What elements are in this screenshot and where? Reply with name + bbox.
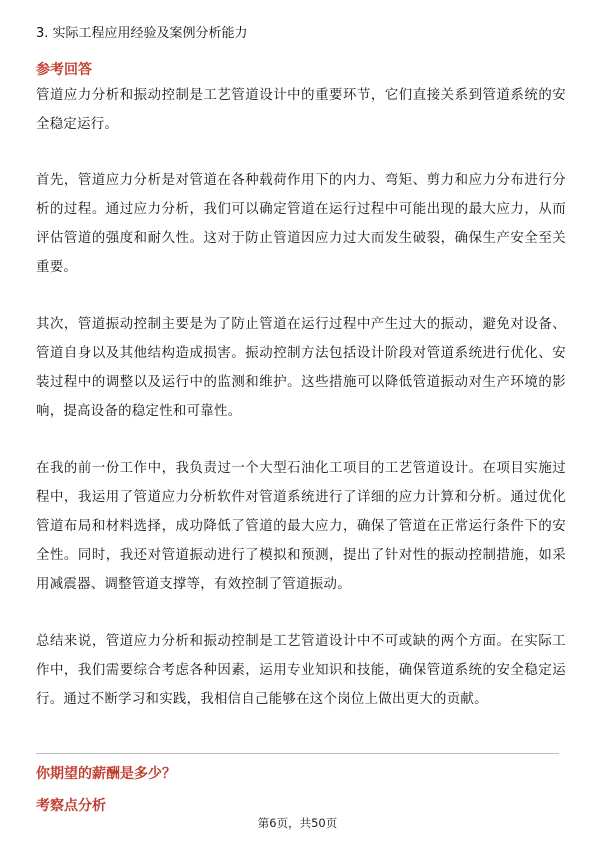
answer-paragraph-1: 管道应力分析和振动控制是工艺管道设计中的重要环节，它们直接关系到管道系统的安全稳定运行。 bbox=[36, 88, 566, 132]
answer-paragraph-4: 在我的前一份工作中，我负责过一个大型石油化工项目的工艺管道设计。在项目实施过程中，我运用了管道应力分析软件对管道系统进行了详细的应力计算和分析。通过优化管道布局和材料选择，成功降低了管道的最大应力，确保了管道在正常运行条件下的安全性。同时，我还对管道振动进行了模拟和预测，提出了针对性的振动控制措施，如采用减震器、调整管道支撑等，有效控制了管道振动。 bbox=[36, 461, 566, 592]
analysis-section-label: 考察点分析 bbox=[36, 798, 106, 814]
reference-answer-label: 参考回答 bbox=[36, 62, 92, 78]
answer-paragraph-5: 总结来说，管道应力分析和振动控制是工艺管道设计中不可或缺的两个方面。在实际工作中，我们需要综合考虑各种因素，运用专业知识和技能，确保管道系统的安全稳定运行。通过不断学习和实践，我相信自己能够在这个岗位上做出更大的贡献。 bbox=[36, 634, 566, 707]
page-footer: 第6页，共50页 bbox=[257, 816, 338, 830]
answer-paragraph-2: 首先，管道应力分析是对管道在各种载荷作用下的内力、弯矩、剪力和应力分布进行分析的过程。通过应力分析，我们可以确定管道在运行过程中可能出现的最大应力，从而评估管道的强度和耐久性。这对于防止管道因应力过大而发生破裂，确保生产安全至关重要。 bbox=[36, 173, 566, 275]
next-question-heading: 你期望的薪酬是多少？ bbox=[36, 766, 176, 782]
answer-paragraph-3: 其次，管道振动控制主要是为了防止管道在运行过程中产生过大的振动，避免对设备、管道自身以及其他结构造成损害。振动控制方法包括设计阶段对管道系统进行优化、安装过程中的调整以及运行中的监测和维护。这些措施可以降低管道振动对生产环境的影响，提高设备的稳定性和可靠性。 bbox=[36, 317, 566, 419]
section-divider bbox=[36, 753, 559, 754]
question-title: 3. 实际工程应用经验及案例分析能力 bbox=[36, 26, 248, 41]
